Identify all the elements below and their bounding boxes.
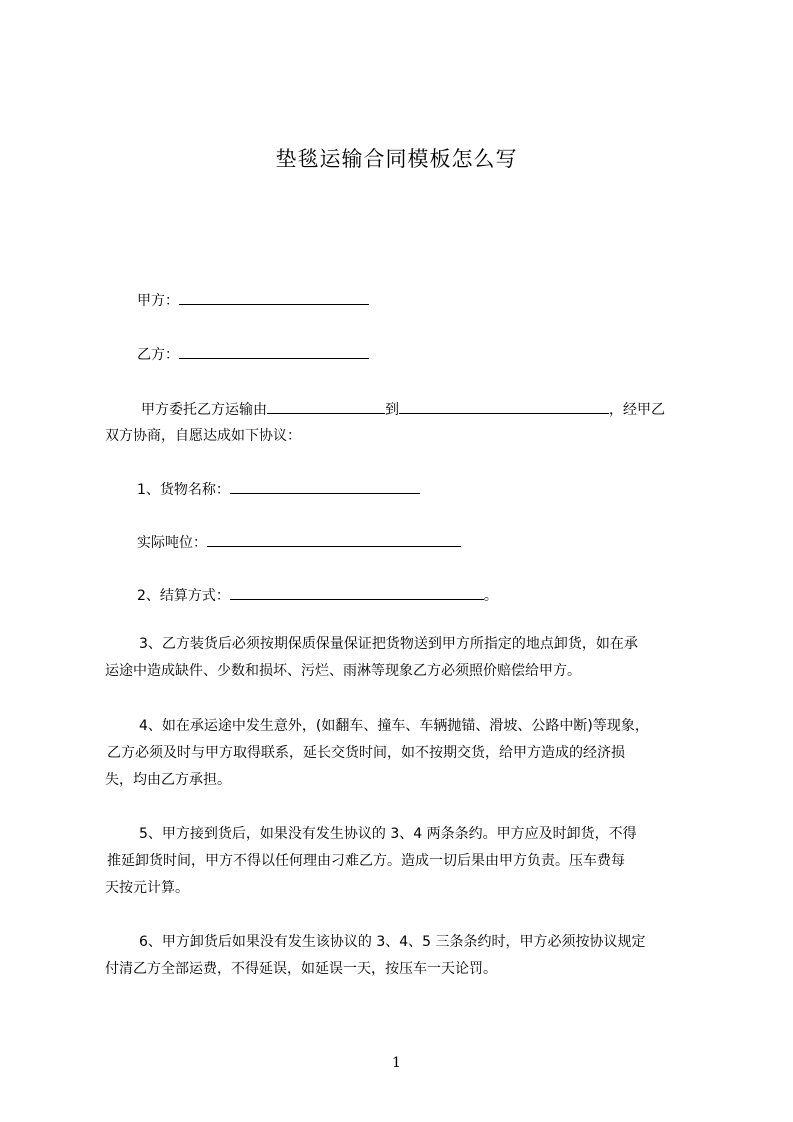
clause-3-line-1: 3、乙方装货后必须按期保质保量保证把货物送到甲方所指定的地点卸货，如在承 [139,636,638,652]
actual-tonnage-blank [207,532,461,547]
clause-3-line-2: 运途中造成缺件、少数和损坏、污烂、雨淋等现象乙方必须照价赔偿给甲方。 [105,663,581,679]
party-b-label: 乙方： [137,347,179,363]
actual-tonnage-line [137,532,461,553]
page-number: 1 [392,1055,401,1071]
settlement-line [137,585,498,606]
actual-tonnage-label: 实际吨位： [137,535,207,551]
clause-6-line-1: 6、甲方卸货后如果没有发生该协议的 3、4、5 三条条约时，甲方必须按协议规定 [139,934,646,950]
party-b-blank [179,344,369,359]
intro-text-3: ，经甲乙 [609,402,665,418]
goods-name-blank [230,479,420,494]
party-b-line [137,344,369,365]
intro-text-4: 双方协商，自愿达成如下协议： [105,428,301,444]
goods-name-line [137,479,420,500]
party-a-line [137,290,369,311]
party-a-blank [179,290,369,305]
settlement-blank [230,585,484,600]
clause-5-line-1: 5、甲方接到货后，如果没有发生协议的 3、4 两条条约。甲方应及时卸货，不得 [139,826,637,842]
intro-text-1: 甲方委托乙方运输由 [141,402,267,418]
clause-4-line-2: 乙方必须及时与甲方取得联系，延长交货时间，如不按期交货，给甲方造成的经济损 [107,745,625,761]
clause-4-line-3: 失，均由乙方承担。 [105,772,231,788]
intro-line-1 [141,399,665,420]
clause-6-line-2: 付清乙方全部运费，不得延误，如延误一天，按压车一天论罚。 [105,961,497,977]
destination-blank [399,399,609,414]
party-a-label: 甲方： [137,293,179,309]
intro-line-2 [105,426,301,446]
page-title: 垫毯运输合同模板怎么写 [275,147,518,171]
clause-5-line-3: 天按元计算。 [105,880,189,896]
origin-blank [267,399,385,414]
settlement-label: 2、结算方式： [137,588,230,604]
clause-4-line-1: 4、如在承运途中发生意外，(如翻车、撞车、车辆抛锚、滑坡、公路中断)等现象， [139,718,649,734]
goods-name-label: 1、货物名称： [137,482,230,498]
intro-text-2: 到 [385,402,399,418]
clause-5-line-2: 推延卸货时间，甲方不得以任何理由刁难乙方。造成一切后果由甲方负责。压车费每 [107,853,625,869]
settlement-end: 。 [483,588,498,604]
